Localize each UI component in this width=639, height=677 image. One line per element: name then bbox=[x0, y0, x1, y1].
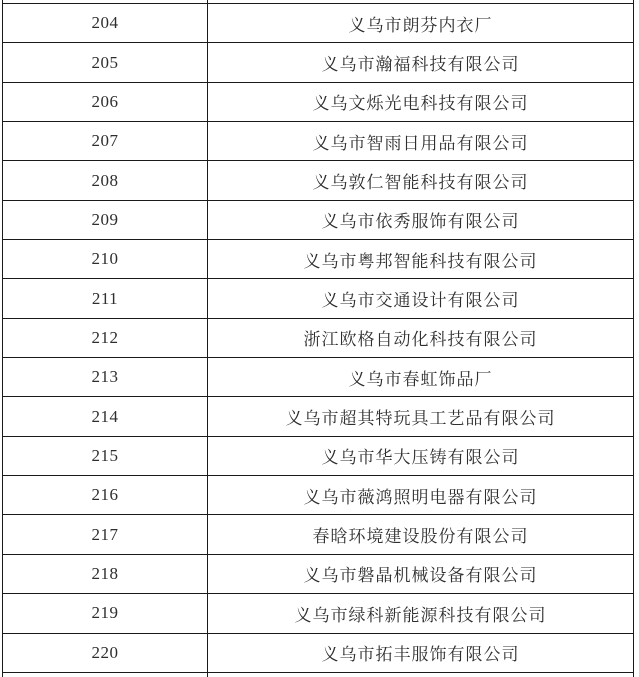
company-name-cell: 义乌市依秀服饰有限公司 bbox=[321, 212, 520, 232]
table-row-partial-bottom bbox=[3, 673, 633, 677]
company-name-cell: 义乌文烁光电科技有限公司 bbox=[312, 94, 529, 114]
company-name-cell: 义乌市薇鸿照明电器有限公司 bbox=[303, 487, 538, 507]
table-row bbox=[3, 279, 633, 318]
row-number-cell bbox=[3, 673, 208, 677]
company-name-cell bbox=[208, 0, 633, 3]
row-number-cell: 209 bbox=[3, 201, 208, 239]
table-row bbox=[3, 594, 633, 633]
company-name-cell: 义乌市春虹饰品厂 bbox=[348, 369, 493, 389]
company-name-cell: 义乌市绿科新能源科技有限公司 bbox=[294, 605, 547, 625]
row-number-cell: 220 bbox=[3, 634, 208, 672]
table-row bbox=[3, 83, 633, 122]
table-row bbox=[3, 43, 633, 82]
company-name-cell: 义乌市拓丰服饰有限公司 bbox=[321, 645, 520, 665]
table-row bbox=[3, 240, 633, 279]
row-number-cell: 207 bbox=[3, 122, 208, 160]
company-name-cell: 义乌市磐晶机械设备有限公司 bbox=[303, 566, 538, 586]
company-list-table bbox=[2, 0, 634, 677]
table-row bbox=[3, 4, 633, 43]
table-row bbox=[3, 122, 633, 161]
row-number-cell: 214 bbox=[3, 397, 208, 435]
company-name-cell: 浙江欧格自动化科技有限公司 bbox=[303, 330, 538, 350]
table-row bbox=[3, 437, 633, 476]
row-number-cell: 216 bbox=[3, 476, 208, 514]
company-name-cell: 义乌市瀚福科技有限公司 bbox=[321, 55, 520, 75]
row-number-cell: 212 bbox=[3, 319, 208, 357]
table-row bbox=[3, 555, 633, 594]
row-number-cell: 210 bbox=[3, 240, 208, 278]
row-number-cell: 217 bbox=[3, 515, 208, 553]
table-row bbox=[3, 358, 633, 397]
company-name-cell: 义乌市超其特玩具工艺品有限公司 bbox=[285, 409, 556, 429]
table-row bbox=[3, 476, 633, 515]
table-row bbox=[3, 319, 633, 358]
row-number-cell bbox=[3, 0, 208, 3]
table-row bbox=[3, 515, 633, 554]
table-row bbox=[3, 201, 633, 240]
row-number-cell: 208 bbox=[3, 161, 208, 199]
table-row bbox=[3, 397, 633, 436]
row-number-cell: 215 bbox=[3, 437, 208, 475]
company-name-cell: 义乌市交通设计有限公司 bbox=[321, 291, 520, 311]
row-number-cell: 204 bbox=[3, 4, 208, 42]
table-row bbox=[3, 634, 633, 673]
company-name-cell: 义乌市智雨日用品有限公司 bbox=[312, 133, 529, 153]
row-number-cell: 211 bbox=[3, 279, 208, 317]
row-number-cell: 206 bbox=[3, 83, 208, 121]
row-number-cell: 218 bbox=[3, 555, 208, 593]
row-number-cell: 219 bbox=[3, 594, 208, 632]
company-name-cell: 义乌市华大压铸有限公司 bbox=[321, 448, 520, 468]
row-number-cell: 213 bbox=[3, 358, 208, 396]
company-name-cell bbox=[208, 673, 633, 677]
company-name-cell: 义乌市粤邦智能科技有限公司 bbox=[303, 251, 538, 271]
row-number-cell: 205 bbox=[3, 43, 208, 81]
company-name-cell: 义乌敦仁智能科技有限公司 bbox=[312, 173, 529, 193]
company-name-cell: 春晗环境建设股份有限公司 bbox=[312, 527, 529, 547]
table-row bbox=[3, 161, 633, 200]
company-name-cell: 义乌市朗芬内衣厂 bbox=[348, 15, 493, 35]
